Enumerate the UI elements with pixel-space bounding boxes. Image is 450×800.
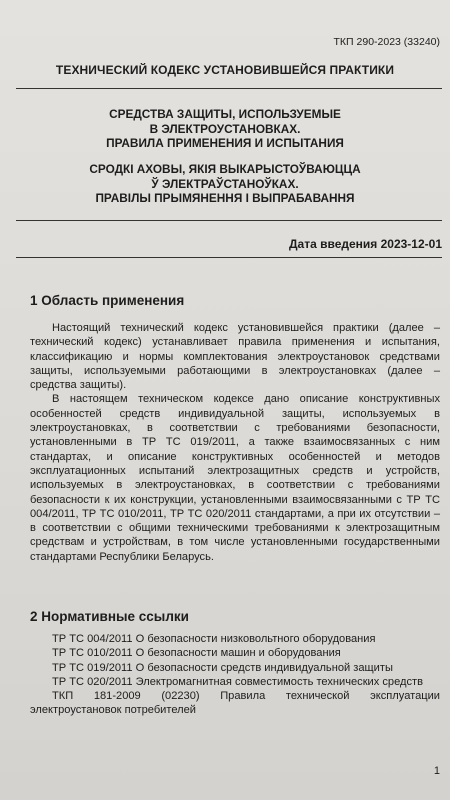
document-code: ТКП 290-2023 (33240) — [333, 36, 440, 48]
title-by-line: ПРАВІЛЫ ПРЫМЯНЕННЯ І ВЫПРАБАВАННЯ — [95, 191, 355, 205]
section-2-heading: 2 Нормативные ссылки — [30, 609, 189, 624]
reference-item: ТР ТС 019/2011 О безопасности средств индивидуальной защиты — [52, 661, 393, 674]
reference-item: ТКП 181-2009 (02230) Правила технической эксплуатации электроустановок потребителей — [30, 690, 440, 717]
reference-item: ТР ТС 010/2011 О безопасности машин и оборудования — [52, 647, 341, 660]
paragraph: В настоящем техническом кодексе дано описание конструктивных особенностей средств индивидуальной защиты, используемых в электроустановках, в соответствии с требованиями безопасности, установленными в ТР ТС 019/2011, а также взаимосвязанных с ним стандартах, и описание конструктивных особенностей и методов эксплуатационных испытаний электрозащитных средств и устройств, используемых в электроустановках, в соответствии с требованиями безопасности к их конструкции, установленными взаимосвязанными с ТР ТС 004/2011, ТР ТС 010/2011, ТР ТС 020/2011 стандартами, а при их отсутствии – в соответствии с общими техническими требованиями к электрозащитным средствам и устройствам, в том числе установленными государственными стандартами Республики Беларусь. — [30, 393, 440, 563]
title-ru-line: ПРАВИЛА ПРИМЕНЕНИЯ И ИСПЫТАНИЯ — [106, 136, 344, 150]
title-by-line: Ў ЭЛЕКТРАЎСТАНОЎКАХ. — [151, 176, 299, 191]
title-divider-bottom — [16, 220, 442, 221]
reference-item: ТР ТС 004/2011 О безопасности низковольтного оборудования — [52, 633, 376, 645]
section-1-heading: 1 Область применения — [30, 293, 185, 308]
date-of-introduction: Дата введения 2023-12-01 — [288, 237, 442, 251]
main-title: ТЕХНИЧЕСКИЙ КОДЕКС УСТАНОВИВШЕЙСЯ ПРАКТИКИ — [55, 63, 395, 77]
title-russian — [0, 107, 450, 151]
section-1-body — [30, 321, 440, 564]
title-ru-line: В ЭЛЕКТРОУСТАНОВКАХ. — [149, 121, 301, 136]
title-divider-top — [16, 88, 442, 89]
paragraph: Настоящий технический кодекс установившейся практики (далее – технический кодекс) устанавливает правила применения и испытания, классификацию и нормы комплектования электроустановок средствами защиты, используемыми работающими в электроустановках (далее – средства защиты). — [30, 322, 440, 392]
page-number: 1 — [433, 765, 440, 777]
date-divider — [16, 257, 442, 258]
title-belarusian — [0, 162, 450, 206]
title-ru-line: СРЕДСТВА ЗАЩИТЫ, ИСПОЛЬЗУЕМЫЕ — [109, 107, 341, 121]
title-by-line: СРОДКІ АХОВЫ, ЯКІЯ ВЫКАРЫСТОЎВАЮЦЦА — [89, 162, 361, 176]
reference-item: ТР ТС 020/2011 Электромагнитная совместимость технических средств — [52, 675, 424, 688]
normative-references-list — [30, 632, 440, 718]
